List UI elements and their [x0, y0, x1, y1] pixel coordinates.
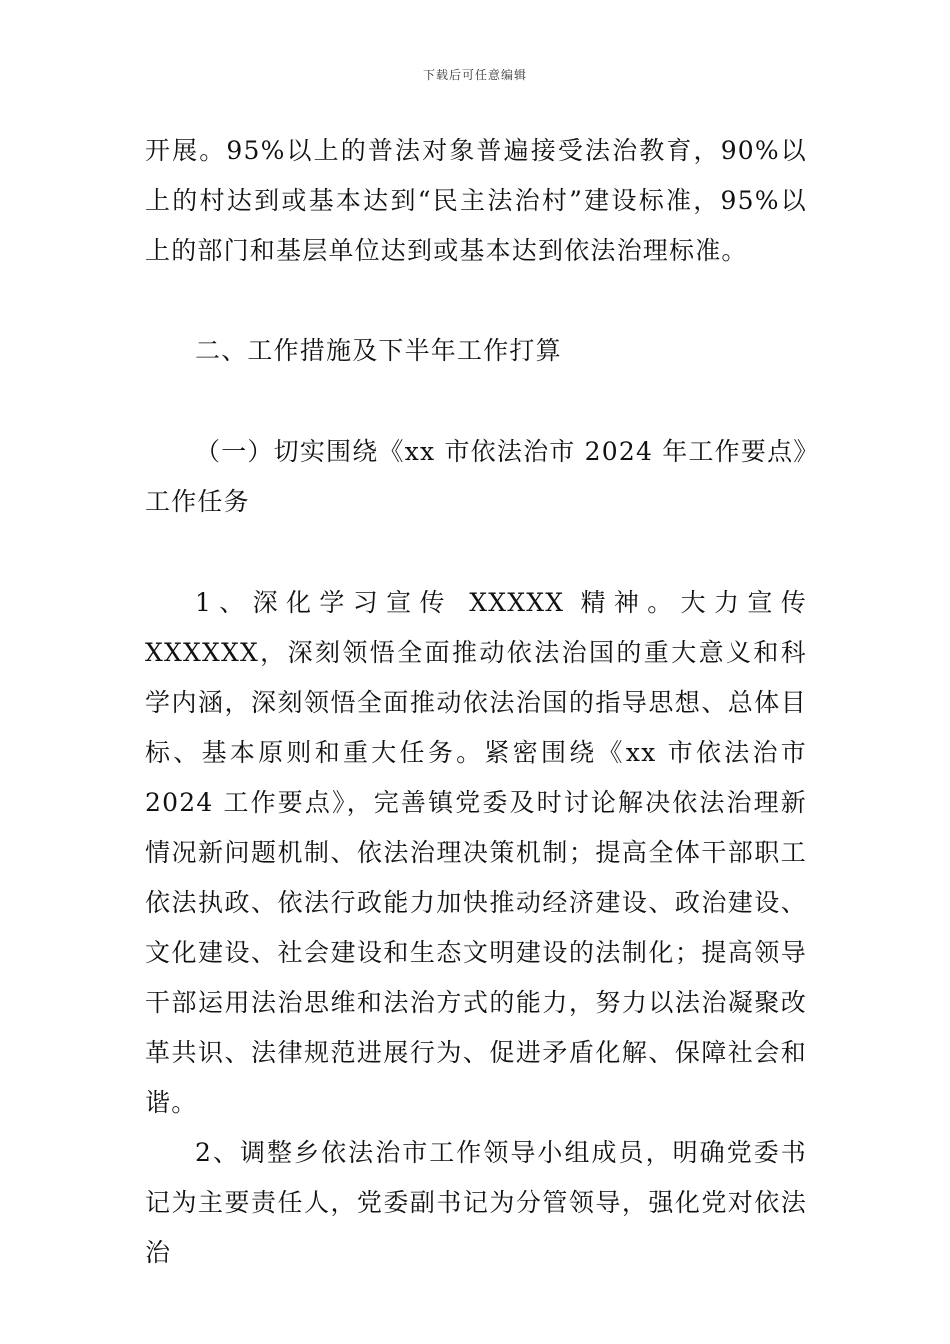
section-heading-text: 二、工作措施及下半年工作打算 — [195, 336, 562, 365]
section-heading — [195, 326, 807, 376]
list-item-2 — [145, 1128, 807, 1278]
paragraph-text: 开展。95%以上的普法对象普遍接受法治教育，90%以上的村达到或基本达到“民主法治村”建设标准，95%以上的部门和基层单位达到或基本达到依法治理标准。 — [145, 136, 807, 265]
subsection-heading-text: （一）切实围绕《xx 市依法治市 2024 年工作要点》工作任务 — [145, 437, 807, 516]
header-note: 下载后可任意编辑 — [422, 68, 527, 82]
subsection-heading — [145, 427, 807, 527]
list-item-1 — [145, 578, 807, 1128]
list-item-text: 1、深化学习宣传 XXXXX 精神。大力宣传 XXXXXX，深刻领悟全面推动依法治国的重大意义和科学内涵，深刻领悟全面推动依法治国的指导思想、总体目标、基本原则和重大任务。紧密围绕《xx 市依法治市 2024 工作要点》，完善镇党委及时讨论解决依法治理新情况新问题机制、依法治理决策机制；提高全体干部职工依法执政、依法行政能力加快推动经济建设、政治建设、文化建设、社会建设和生态文明建设的法制化；提高领导干部运用法治思维和法治方式的能力，努力以法治凝聚改革共识、法律规范进展行为、促进矛盾化解、保障社会和谐。 — [145, 588, 807, 1117]
list-item-text: 2、调整乡依法治市工作领导小组成员，明确党委书记为主要责任人，党委副书记为分管领导，强化党对依法治 — [145, 1138, 807, 1267]
paragraph-continuation — [145, 126, 807, 276]
